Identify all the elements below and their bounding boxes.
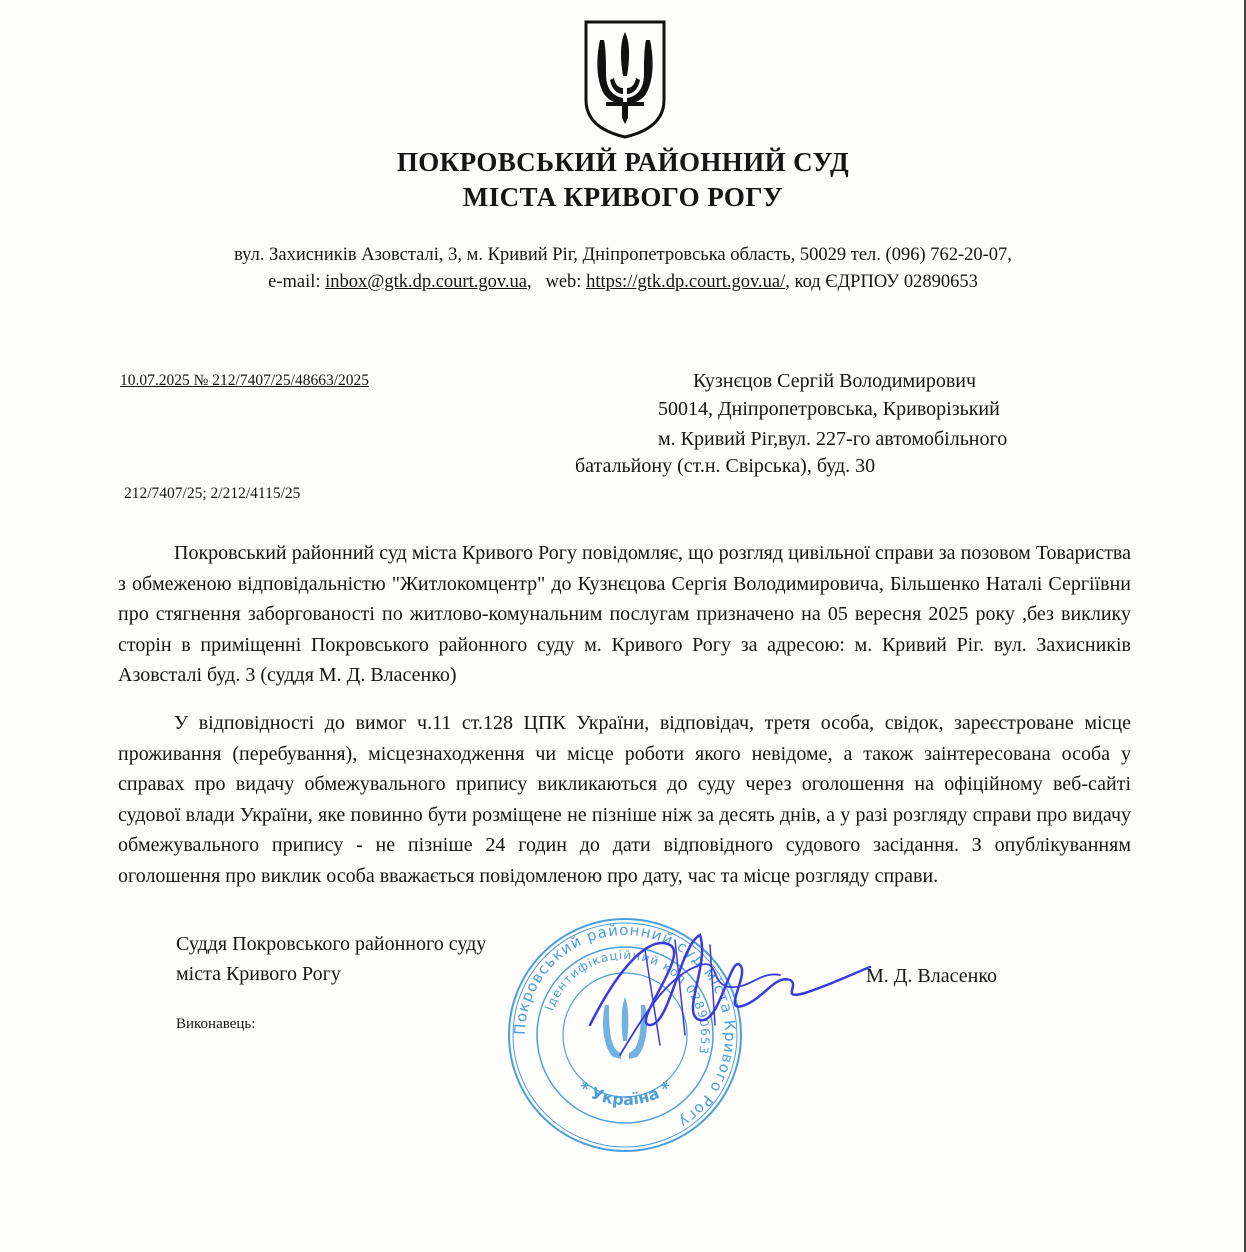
- addressee-address-line2: м. Кривий Ріг,вул. 227-го автомобільного: [658, 428, 1008, 450]
- email-label: e-mail:: [268, 272, 321, 292]
- signature-icon: [560, 905, 880, 1065]
- web-link[interactable]: https://gtk.dp.court.gov.ua/: [586, 272, 786, 292]
- court-name-line2: МІСТА КРИВОГО РОГУ: [462, 182, 784, 212]
- executor-label: Виконавець:: [176, 1016, 256, 1032]
- coat-of-arms-icon: [582, 18, 668, 140]
- judge-title-line2: міста Кривого Рогу: [176, 963, 341, 985]
- contact-address-line: вул. Захисників Азовсталі, 3, м. Кривий Ріг, Дніпропетровська область, 50029 тел. (096) 762-20-07,: [234, 245, 1012, 265]
- judge-title-line1: Суддя Покровського районного суду: [176, 933, 487, 955]
- web-label: web:: [545, 272, 582, 292]
- email-link[interactable]: inbox@gtk.dp.court.gov.ua: [325, 272, 527, 292]
- body-paragraph-2: [118, 708, 1131, 891]
- svg-text:* Україна *: [575, 1077, 675, 1109]
- body-paragraph-1: [118, 538, 1131, 691]
- paragraph-text: Покровський районний суд міста Кривого Рогу повідомляє, що розгляд цивільної справи за позовом Товариства з обмеженою відповідальністю "Житлокомцентр" до Кузнєцова Сергія Володимировича, Більшенко Наталі Сергіївни про стягнення заборгованості по житлово-комунальним послугам призначено на 05 вересня 2025 року ,без виклику сторін в приміщенні Покровського районного суду м. Кривого Рогу за адресою: м. Кривий Ріг. вул. Захисників Азовсталі буд. 3 (суддя М. Д. Власенко): [118, 542, 1131, 686]
- document-date-number: 10.07.2025 № 212/7407/25/48663/2025: [120, 372, 370, 389]
- paragraph-text: У відповідності до вимог ч.11 ст.128 ЦПК України, відповідач, третя особа, свідок, зареєстроване місце проживання (перебування), місцезнаходження чи місце роботи якого невідоме, а також заінтересована особа у справах про видачу обмежувального припису викликаються до суду через оголошення на офіційному веб-сайті судової влади України, яке повинно бути розміщене не пізніше ніж за десять днів, а у разі розгляду справи про видачу обмежувального припису - не пізніше 24 годин до дати відповідного судового засідання. З опублікуванням оголошення про виклик особа вважається повідомленою про дату, час та місце розгляду справи.: [118, 712, 1131, 887]
- court-name-line1: ПОКРОВСЬКИЙ РАЙОННИЙ СУД: [396, 147, 850, 177]
- addressee-name: Кузнєцов Сергій Володимирович: [693, 370, 977, 392]
- addressee-address-line3: батальйону (ст.н. Свірська), буд. 30: [575, 455, 876, 477]
- stamp-bottom-text: * Україна *: [575, 1077, 675, 1110]
- case-numbers: 212/7407/25; 2/212/4115/25: [124, 485, 301, 502]
- contact-web-line: e-mail: inbox@gtk.dp.court.gov.ua, web: https://gtk.dp.court.gov.ua/, код ЄДРПОУ 02890653: [268, 272, 978, 292]
- stamp-outer-text: Покровський районний суд міста Кривого Рогу: [510, 920, 740, 1133]
- addressee-address-line1: 50014, Дніпропетровська, Криворізький: [658, 398, 1000, 420]
- edrpou-code: , код ЄДРПОУ 02890653: [785, 272, 978, 292]
- stamp-inner-text: Ідентифікаційний код 02890653: [542, 947, 713, 1057]
- judge-name: М. Д. Власенко: [866, 965, 998, 987]
